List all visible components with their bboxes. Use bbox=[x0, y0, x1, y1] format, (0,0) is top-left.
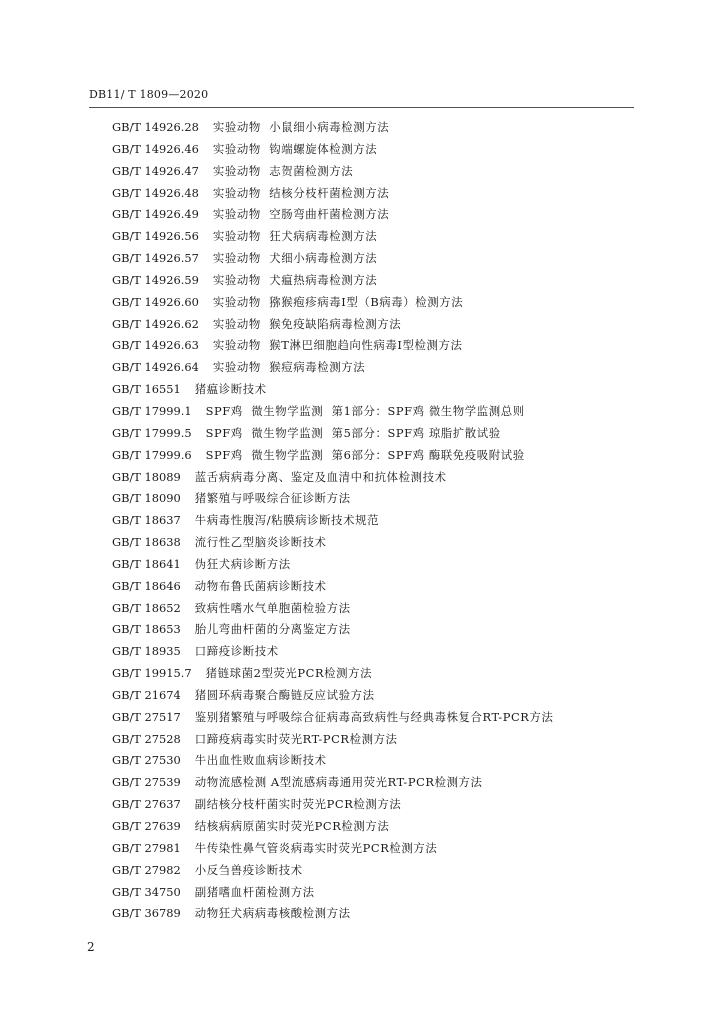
reference-title: 牛传染性鼻气管炎病毒实时荧光PCR检测方法 bbox=[194, 840, 438, 855]
reference-title: 蓝舌病病毒分离、鉴定及血清中和抗体检测技术 bbox=[194, 469, 447, 484]
reference-code: GB/T 18652 bbox=[112, 600, 181, 615]
reference-code: GB/T 16551 bbox=[112, 382, 181, 397]
reference-item bbox=[112, 641, 672, 663]
reference-item bbox=[112, 248, 672, 270]
reference-item bbox=[112, 510, 672, 532]
document-header-id: DB11/ T 1809—2020 bbox=[89, 88, 209, 101]
reference-title: 实验动物 结核分枝杆菌检测方法 bbox=[212, 185, 390, 200]
reference-item bbox=[112, 816, 672, 838]
reference-code: GB/T 36789 bbox=[112, 906, 181, 921]
reference-title: 实验动物 猴免疫缺陷病毒检测方法 bbox=[212, 316, 402, 331]
reference-code: GB/T 18090 bbox=[112, 491, 181, 506]
reference-code: GB/T 27517 bbox=[112, 709, 181, 724]
reference-code: GB/T 14926.63 bbox=[112, 338, 199, 353]
reference-code: GB/T 14926.46 bbox=[112, 141, 199, 156]
reference-code: GB/T 14926.64 bbox=[112, 360, 199, 375]
reference-item bbox=[112, 467, 672, 489]
reference-title: 副猪嗜血杆菌检测方法 bbox=[194, 884, 315, 899]
reference-title: 致病性嗜水气单胞菌检验方法 bbox=[194, 600, 351, 615]
reference-code: GB/T 27639 bbox=[112, 819, 181, 833]
reference-code: GB/T 27530 bbox=[112, 753, 181, 768]
reference-item bbox=[112, 139, 672, 161]
reference-code: GB/T 27981 bbox=[112, 840, 181, 855]
reference-item bbox=[112, 576, 672, 598]
reference-item bbox=[112, 903, 672, 925]
reference-title: 牛病毒性腹泻/粘膜病诊断技术规范 bbox=[194, 513, 380, 528]
reference-item bbox=[112, 445, 672, 467]
reference-code: GB/T 27637 bbox=[112, 797, 181, 812]
page-number: 2 bbox=[87, 940, 95, 954]
reference-item bbox=[112, 204, 672, 226]
reference-item bbox=[112, 860, 672, 882]
reference-title: 实验动物 狂犬病病毒检测方法 bbox=[212, 229, 378, 244]
reference-code: GB/T 17999.6 bbox=[112, 447, 192, 462]
reference-item bbox=[112, 729, 672, 751]
reference-title: 动物流感检测 A型流感病毒通用荧光RT-PCR检测方法 bbox=[194, 775, 483, 790]
reference-code: GB/T 18935 bbox=[112, 644, 181, 659]
reference-title: SPF鸡 微生物学监测 第6部分：SPF鸡 酶联免疫吸附试验 bbox=[205, 447, 525, 462]
reference-item bbox=[112, 532, 672, 554]
reference-title: 口蹄疫诊断技术 bbox=[194, 644, 279, 659]
reference-code: GB/T 34750 bbox=[112, 884, 181, 899]
reference-title: SPF鸡 微生物学监测 第5部分：SPF鸡 琼脂扩散试验 bbox=[205, 425, 501, 440]
reference-item bbox=[112, 882, 672, 904]
reference-title: 胎儿弯曲杆菌的分离鉴定方法 bbox=[194, 622, 351, 637]
reference-item bbox=[112, 314, 672, 336]
reference-title: 实验动物 猴痘病毒检测方法 bbox=[212, 360, 366, 375]
reference-item bbox=[112, 554, 672, 576]
reference-item bbox=[112, 357, 672, 379]
reference-item bbox=[112, 335, 672, 357]
reference-code: GB/T 27539 bbox=[112, 775, 181, 790]
reference-item bbox=[112, 838, 672, 860]
reference-item bbox=[112, 598, 672, 620]
reference-item bbox=[112, 117, 672, 139]
reference-item bbox=[112, 794, 672, 816]
reference-code: GB/T 14926.28 bbox=[112, 120, 199, 134]
reference-code: GB/T 14926.60 bbox=[112, 294, 199, 309]
reference-item bbox=[112, 270, 672, 292]
reference-item bbox=[112, 292, 672, 314]
reference-title: 流行性乙型脑炎诊断技术 bbox=[194, 535, 327, 550]
reference-title: 结核病病原菌实时荧光PCR检测方法 bbox=[194, 819, 390, 833]
reference-item bbox=[112, 772, 672, 794]
reference-item bbox=[112, 488, 672, 510]
reference-title: 猪圆环病毒聚合酶链反应试验方法 bbox=[194, 687, 375, 702]
reference-item bbox=[112, 707, 672, 729]
reference-title: 伪狂犬病诊断方法 bbox=[194, 556, 291, 571]
reference-title: 实验动物 猕猴疱疹病毒Ⅰ型（B病毒）检测方法 bbox=[212, 294, 464, 309]
reference-item bbox=[112, 423, 672, 445]
normative-references-list bbox=[112, 117, 672, 925]
reference-code: GB/T 14926.48 bbox=[112, 185, 199, 200]
reference-item bbox=[112, 226, 672, 248]
reference-title: 实验动物 钩端螺旋体检测方法 bbox=[212, 141, 378, 156]
reference-title: 实验动物 空肠弯曲杆菌检测方法 bbox=[212, 207, 390, 222]
reference-code: GB/T 17999.5 bbox=[112, 425, 192, 440]
reference-code: GB/T 18641 bbox=[112, 556, 181, 571]
reference-title: 实验动物 犬瘟热病毒检测方法 bbox=[212, 272, 378, 287]
reference-item bbox=[112, 663, 672, 685]
reference-code: GB/T 17999.1 bbox=[112, 403, 192, 418]
reference-title: 鉴别猪繁殖与呼吸综合征病毒高致病性与经典毒株复合RT-PCR方法 bbox=[194, 709, 554, 724]
reference-title: 牛出血性败血病诊断技术 bbox=[194, 753, 327, 768]
reference-code: GB/T 18089 bbox=[112, 469, 181, 484]
reference-title: 实验动物 小鼠细小病毒检测方法 bbox=[212, 120, 390, 134]
reference-item bbox=[112, 379, 672, 401]
reference-title: 动物布鲁氏菌病诊断技术 bbox=[194, 578, 327, 593]
reference-code: GB/T 14926.49 bbox=[112, 207, 199, 222]
reference-title: 猪瘟诊断技术 bbox=[194, 382, 267, 397]
reference-code: GB/T 14926.57 bbox=[112, 251, 199, 266]
reference-code: GB/T 14926.59 bbox=[112, 272, 199, 287]
reference-code: GB/T 19915.7 bbox=[112, 666, 192, 681]
reference-code: GB/T 18637 bbox=[112, 513, 181, 528]
reference-title: 小反刍兽疫诊断技术 bbox=[194, 862, 303, 877]
reference-title: 口蹄疫病毒实时荧光RT-PCR检测方法 bbox=[194, 731, 398, 746]
reference-item bbox=[112, 619, 672, 641]
reference-title: SPF鸡 微生物学监测 第1部分：SPF鸡 微生物学监测总则 bbox=[205, 403, 525, 418]
reference-title: 猪链球菌2型荧光PCR检测方法 bbox=[205, 666, 373, 681]
reference-title: 副结核分枝杆菌实时荧光PCR检测方法 bbox=[194, 797, 402, 812]
reference-item bbox=[112, 401, 672, 423]
reference-code: GB/T 14926.47 bbox=[112, 163, 199, 178]
reference-code: GB/T 18638 bbox=[112, 535, 181, 550]
reference-title: 实验动物 猴T淋巴细胞趋向性病毒Ⅰ型检测方法 bbox=[212, 338, 463, 353]
reference-code: GB/T 27982 bbox=[112, 862, 181, 877]
reference-code: GB/T 14926.62 bbox=[112, 316, 199, 331]
reference-title: 猪繁殖与呼吸综合征诊断方法 bbox=[194, 491, 351, 506]
reference-code: GB/T 27528 bbox=[112, 731, 181, 746]
header-divider bbox=[89, 107, 634, 108]
reference-title: 动物狂犬病病毒核酸检测方法 bbox=[194, 906, 351, 921]
reference-code: GB/T 18653 bbox=[112, 622, 181, 637]
reference-code: GB/T 21674 bbox=[112, 687, 181, 702]
reference-item bbox=[112, 750, 672, 772]
reference-item bbox=[112, 183, 672, 205]
reference-item bbox=[112, 685, 672, 707]
reference-title: 实验动物 犬细小病毒检测方法 bbox=[212, 251, 378, 266]
reference-code: GB/T 14926.56 bbox=[112, 229, 199, 244]
reference-title: 实验动物 志贺菌检测方法 bbox=[212, 163, 354, 178]
reference-item bbox=[112, 161, 672, 183]
reference-code: GB/T 18646 bbox=[112, 578, 181, 593]
